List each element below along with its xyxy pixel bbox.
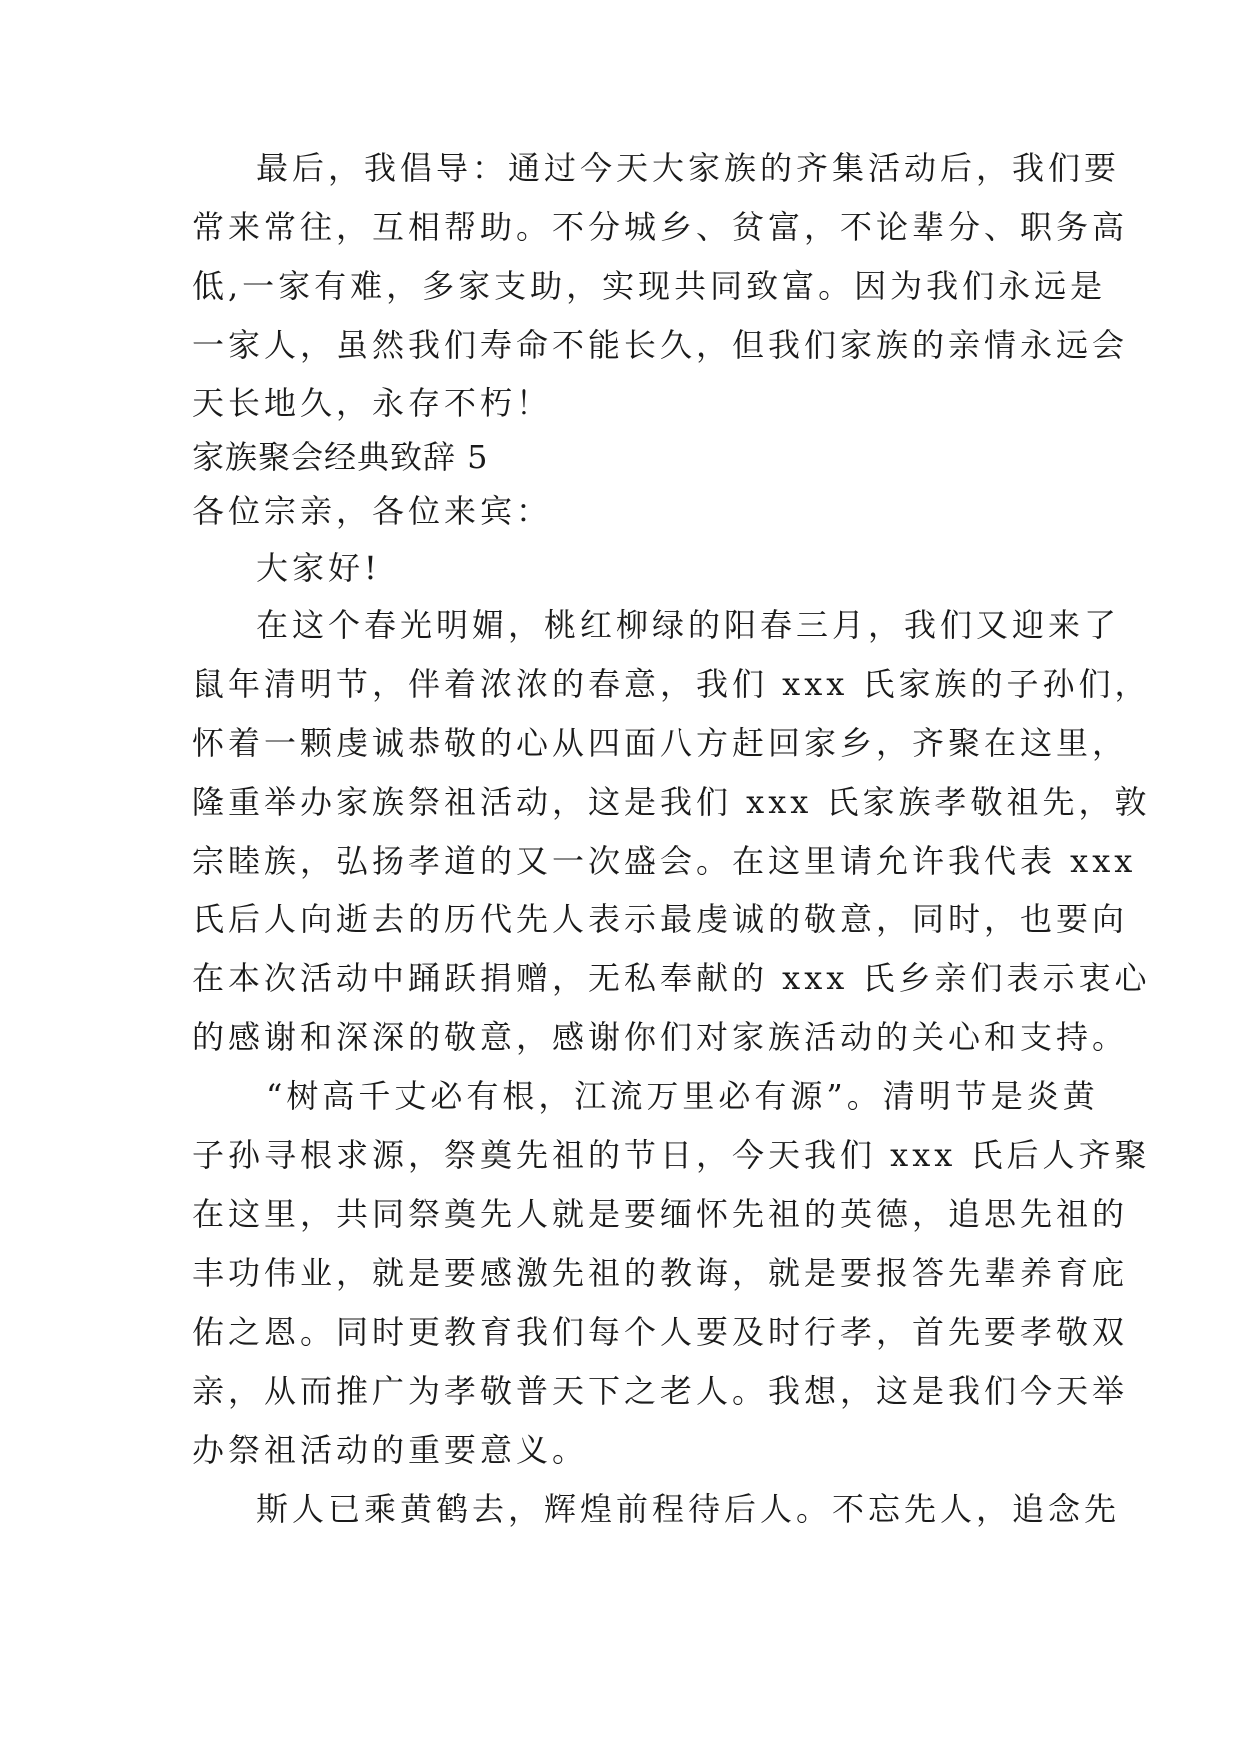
- paragraph-line: 最后，我倡导：通过今天大家族的齐集活动后，我们要: [256, 149, 1121, 187]
- paragraph-line: 佑之恩。同时更教育我们每个人要及时行孝，首先要孝敬双: [192, 1313, 1129, 1351]
- paragraph-line: 在这里，共同祭奠先人就是要缅怀先祖的英德，追思先祖的: [192, 1195, 1129, 1233]
- paragraph-line: 宗睦族，弘扬孝道的又一次盛会。在这里请允许我代表 xxx: [192, 842, 1137, 880]
- paragraph-line: 的感谢和深深的敬意，感谢你们对家族活动的关心和支持。: [192, 1018, 1129, 1056]
- paragraph-line: 子孙寻根求源，祭奠先祖的节日，今天我们 xxx 氏后人齐聚: [192, 1136, 1151, 1174]
- paragraph-line: 一家人，虽然我们寿命不能长久，但我们家族的亲情永远会: [192, 326, 1129, 364]
- paragraph-line: 斯人已乘黄鹤去，辉煌前程待后人。不忘先人，追念先: [256, 1490, 1121, 1528]
- paragraph-line: 低,一家有难，多家支助，实现共同致富。因为我们永远是: [192, 267, 1107, 305]
- section-heading: 家族聚会经典致辞 5: [192, 438, 489, 476]
- paragraph-line: 在这个春光明媚，桃红柳绿的阳春三月，我们又迎来了: [256, 606, 1121, 644]
- paragraph-line: 氏后人向逝去的历代先人表示最虔诚的敬意，同时，也要向: [192, 900, 1129, 938]
- paragraph-line: 天长地久，永存不朽！: [192, 384, 553, 422]
- paragraph-line: 隆重举办家族祭祖活动，这是我们 xxx 氏家族孝敬祖先，敦: [192, 783, 1151, 821]
- paragraph-line: 亲，从而推广为孝敬普天下之老人。我想，这是我们今天举: [192, 1372, 1129, 1410]
- paragraph-line: “树高千丈必有根，江流万里必有源”。清明节是炎黄: [266, 1077, 1099, 1115]
- paragraph-line: 丰功伟业，就是要感激先祖的教诲，就是要报答先辈养育庇: [192, 1254, 1129, 1292]
- paragraph-line: 在本次活动中踊跃捐赠，无私奉献的 xxx 氏乡亲们表示衷心: [192, 959, 1151, 997]
- paragraph-line: 怀着一颗虔诚恭敬的心从四面八方赶回家乡，齐聚在这里，: [192, 724, 1129, 762]
- paragraph-line: 常来常往，互相帮助。不分城乡、贫富，不论辈分、职务高: [192, 208, 1129, 246]
- paragraph-line: 鼠年清明节，伴着浓浓的春意，我们 xxx 氏家族的子孙们，: [192, 665, 1151, 703]
- greeting-line: 大家好!: [256, 549, 381, 587]
- paragraph-line: 办祭祖活动的重要意义。: [192, 1431, 589, 1469]
- salutation-line: 各位宗亲，各位来宾：: [192, 492, 553, 530]
